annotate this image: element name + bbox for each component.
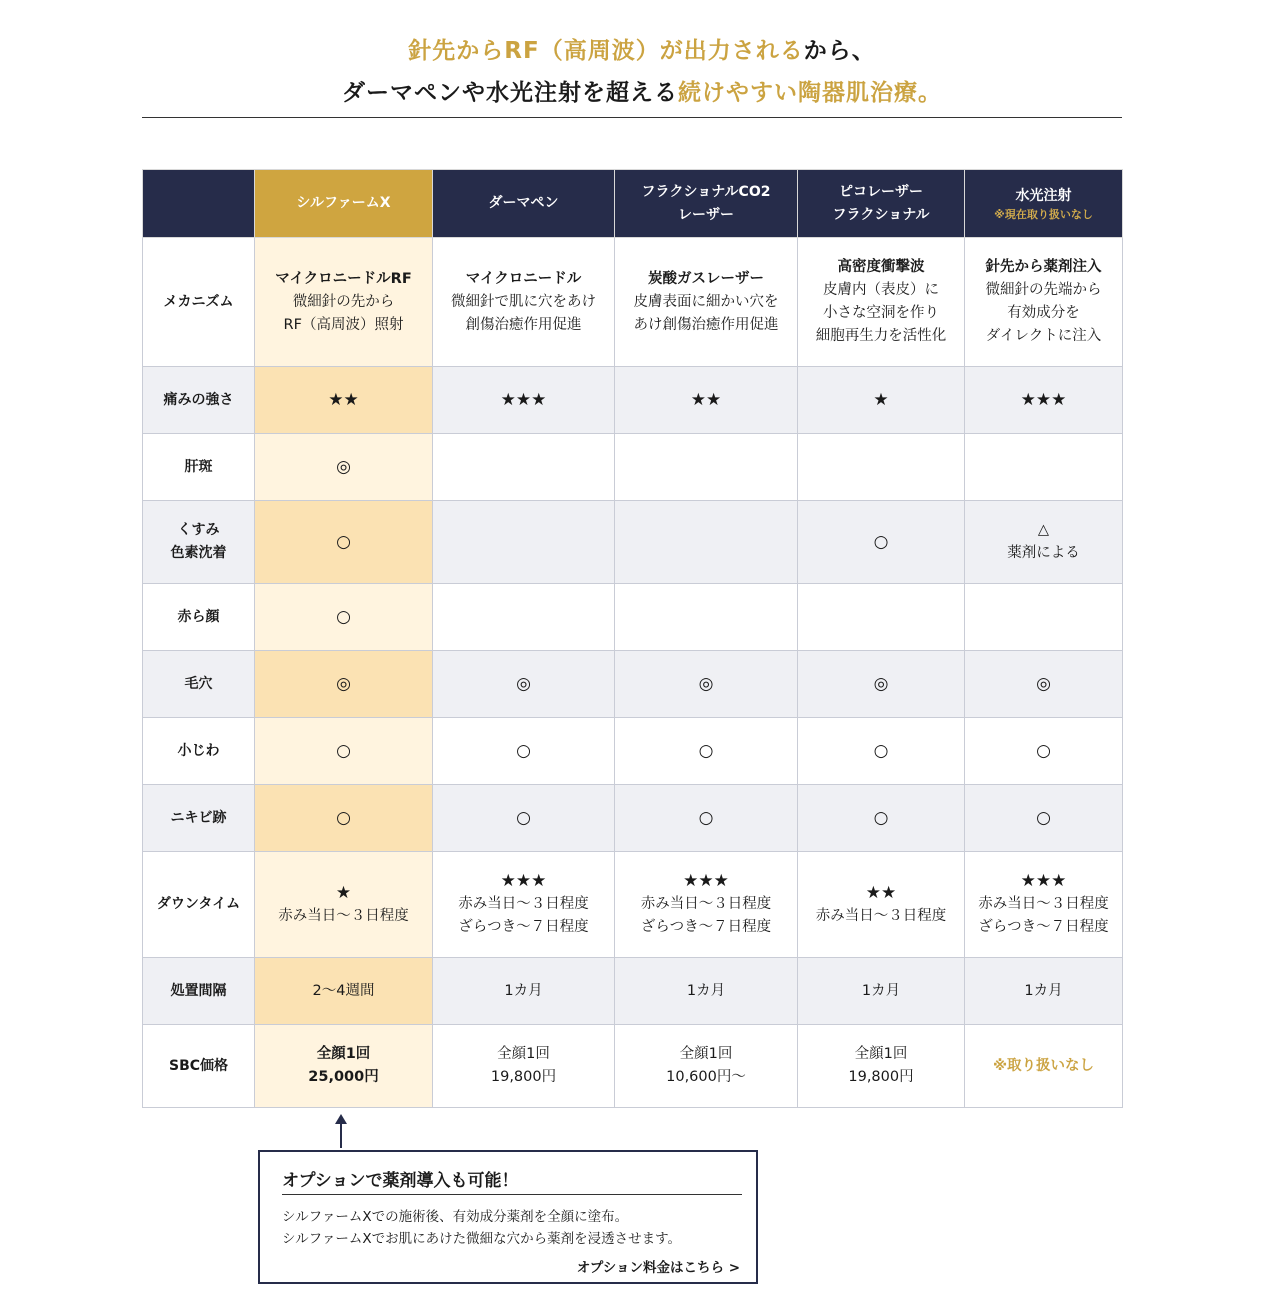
callout-divider [282,1194,742,1195]
rating-symbol [433,434,615,501]
rating-symbol [965,434,1123,501]
mechanism-title: 高密度衝撃波 [837,259,925,275]
header-note: ※現在取り扱いなし [994,208,1093,221]
interval-value: 1カ月 [615,958,798,1025]
rating-symbol: ○ [433,785,615,852]
price-value: 全顔1回 19,800円 [433,1025,615,1108]
row-label: くすみ 色素沈着 [143,501,255,584]
row-label: 毛穴 [143,651,255,718]
headline [0,30,1284,114]
star-rating: ★★★ [965,367,1123,434]
table-row-mechanism [143,238,1123,367]
rating-symbol: ○ [255,584,433,651]
option-callout [258,1150,758,1284]
star-rating: ★★★ [1020,871,1067,891]
star-rating: ★ [335,882,352,903]
table-row-interval [143,958,1123,1025]
rating-symbol: ◎ [798,651,965,718]
callout-title: オプションで薬剤導入も可能！ [282,1171,519,1191]
rating-symbol: ○ [433,718,615,785]
table-cell [965,852,1123,958]
callout-text [282,1206,681,1250]
table-row-redness [143,584,1123,651]
rating-symbol [433,584,615,651]
rating-symbol: ◎ [255,651,433,718]
mechanism-text: 微細針の先端から 有効成分を ダイレクトに注入 [985,282,1102,344]
star-rating: ★★ [255,367,433,434]
rating-symbol: ○ [615,718,798,785]
rating-symbol: ◎ [965,651,1123,718]
table-row-pain [143,367,1123,434]
rating-symbol [798,584,965,651]
mechanism-title: 炭酸ガスレーザー [648,270,764,287]
table-row-price [143,1025,1123,1108]
callout-line-2: シルファームXでお肌にあけた微細な穴から薬剤を浸透させます。 [282,1231,682,1247]
mechanism-text: 微細針で肌に穴をあけ 創傷治癒作用促進 [451,293,596,333]
mechanism-title: マイクロニードル [465,270,582,287]
table-row-liver-spots [143,434,1123,501]
comparison-table [142,169,1123,1108]
star-rating: ★★★ [433,367,615,434]
rating-symbol: ○ [255,501,433,584]
row-label: 処置間隔 [143,958,255,1025]
table-cell [255,852,433,958]
price-value: 全顔1回 10,600円〜 [615,1025,798,1108]
table-row-wrinkles [143,718,1123,785]
interval-value: 2〜4週間 [255,958,433,1025]
headline-divider [142,117,1122,118]
table-cell [255,238,433,367]
row-label: 赤ら顔 [143,584,255,651]
downtime-text: 赤み当日〜３日程度 ざらつき〜７日程度 [640,896,772,935]
row-label: SBC価格 [143,1025,255,1108]
interval-value: 1カ月 [433,958,615,1025]
option-price-link[interactable]: オプション料金はこちら > [576,1260,740,1276]
mechanism-title: 針先から薬剤注入 [985,259,1102,275]
headline-line-1-dark: から、 [803,38,876,64]
table-row-pores [143,651,1123,718]
headline-line-1-gold: 針先からRF（高周波）が出力される [408,38,804,64]
rating-symbol [798,434,965,501]
row-label: 小じわ [143,718,255,785]
star-rating: ★★ [615,367,798,434]
downtime-text: 赤み当日〜３日程度 ざらつき〜７日程度 [458,896,589,935]
star-rating: ★ [798,367,965,434]
row-label: メカニズム [143,238,255,367]
rating-symbol [615,434,798,501]
rating-symbol: △ 薬剤による [965,501,1123,584]
header-dermapen [433,170,615,238]
header-fractional-co2 [615,170,798,238]
downtime-text: 赤み当日〜３日程度 ざらつき〜７日程度 [978,896,1109,935]
row-label: ニキビ跡 [143,785,255,852]
star-rating: ★★ [865,882,897,903]
header-silfirm-x [255,170,433,238]
downtime-text: 赤み当日〜３日程度 [815,907,947,924]
row-label: ダウンタイム [143,852,255,958]
header-label: フラクショナルCO2 レーザー [641,183,771,223]
table-row-downtime [143,852,1123,958]
header-label: ダーマペン [488,195,559,211]
row-label: 肝斑 [143,434,255,501]
table-row-dullness [143,501,1123,584]
rating-symbol: ◎ [615,651,798,718]
header-aqua-injection [965,170,1123,238]
header-pico-fractional [798,170,965,238]
rating-symbol [615,501,798,584]
star-rating: ★★★ [683,871,729,891]
table-cell [433,238,615,367]
interval-value: 1カ月 [965,958,1123,1025]
table-cell [615,852,798,958]
price-value: ※取り扱いなし [965,1025,1123,1108]
interval-value: 1カ月 [798,958,965,1025]
row-label: 痛みの強さ [143,367,255,434]
headline-line-2 [0,72,1284,114]
table-header-row [143,170,1123,238]
table-cell [615,238,798,367]
rating-symbol: ○ [798,718,965,785]
headline-line-1 [0,30,1284,72]
rating-symbol: ◎ [433,651,615,718]
header-label: ピコレーザー フラクショナル [832,183,930,223]
rating-symbol: ◎ [255,434,433,501]
rating-symbol [615,584,798,651]
headline-line-2-dark: ダーマペンや水光注射を超える [342,80,678,106]
header-label: 水光注射 [1015,188,1072,204]
rating-symbol: ○ [798,501,965,584]
rating-symbol [433,501,615,584]
rating-symbol: ○ [255,718,433,785]
table-cell [965,238,1123,367]
headline-line-2-gold: 続けやすい陶器肌治療。 [678,80,942,106]
rating-symbol: ○ [255,785,433,852]
mechanism-text: 皮膚内（表皮）に 小さな空洞を作り 細胞再生力を活性化 [815,282,947,344]
rating-symbol: ○ [965,785,1123,852]
price-value: 全顔1回 25,000円 [255,1025,433,1108]
rating-symbol: ○ [965,718,1123,785]
rating-symbol: ○ [798,785,965,852]
callout-line-1: シルファームXでの施術後、有効成分薬剤を全顔に塗布。 [282,1209,629,1225]
table-cell [433,852,615,958]
table-row-acne-scars [143,785,1123,852]
table-cell [798,238,965,367]
mechanism-text: 微細針の先から RF（高周波）照射 [283,293,404,333]
mechanism-title: マイクロニードルRF [275,270,412,287]
rating-symbol: ○ [615,785,798,852]
rating-symbol [965,584,1123,651]
header-corner [143,170,255,238]
star-rating: ★★★ [500,871,547,891]
mechanism-text: 皮膚表面に細かい穴を あけ創傷治癒作用促進 [633,293,779,333]
downtime-text: 赤み当日〜３日程度 [278,907,409,924]
table-cell [798,852,965,958]
price-value: 全顔1回 19,800円 [798,1025,965,1108]
arrow-stem [340,1122,342,1148]
header-label: シルファームX [296,195,391,211]
